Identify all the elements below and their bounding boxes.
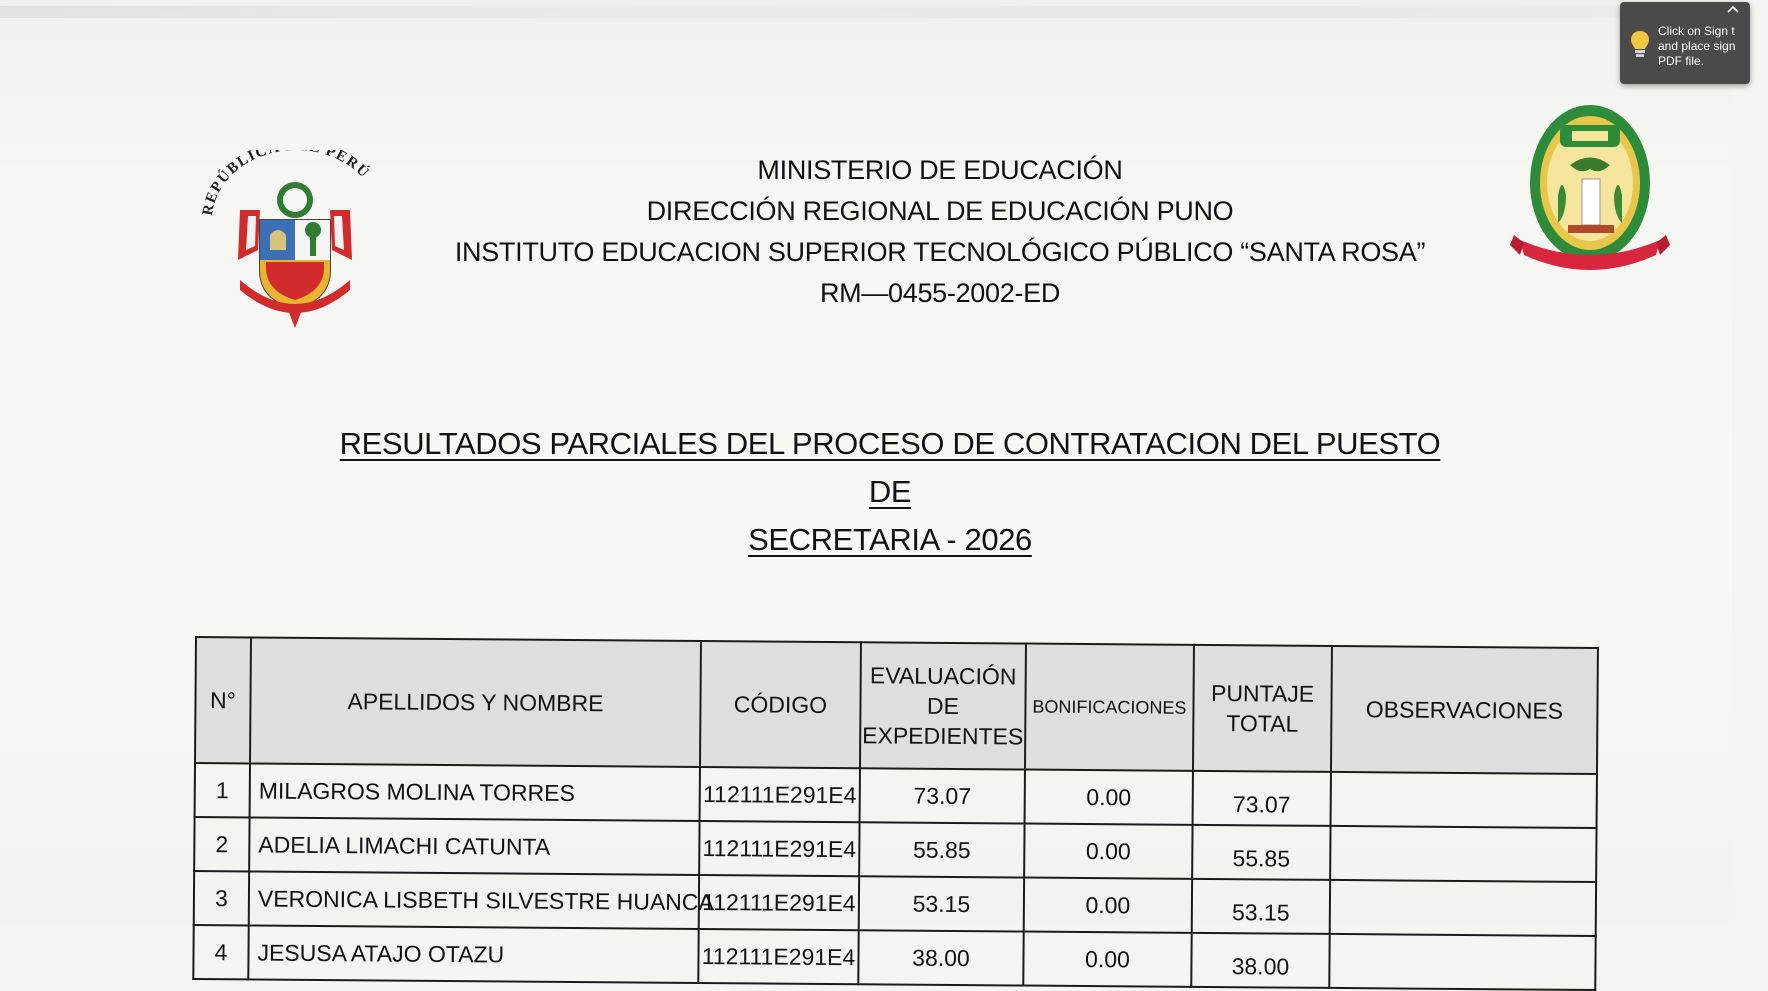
cell-bonus: 0.00 xyxy=(1024,824,1192,879)
tooltip-message: Click on Sign t and place sign PDF file. xyxy=(1658,24,1736,68)
peru-coat-of-arms-icon xyxy=(200,150,390,330)
header-eval-line-1: EVALUACIÓN xyxy=(869,662,1017,690)
cell-code: 112111E291E4 xyxy=(700,767,860,822)
cell-eval: 73.07 xyxy=(860,768,1025,823)
cell-code: 112111E291E4 xyxy=(699,875,859,930)
header-num: N° xyxy=(195,637,251,763)
cell-code: 112111E291E4 xyxy=(699,821,859,876)
cell-num: 4 xyxy=(193,925,248,979)
header-eval-line-3: EXPEDIENTES xyxy=(862,722,1024,750)
header-regional-direction: DIRECCIÓN REGIONAL DE EDUCACIÓN PUNO xyxy=(646,196,1234,226)
cell-code: 112111E291E4 xyxy=(698,929,858,984)
cell-eval: 55.85 xyxy=(859,822,1024,877)
cell-bonus: 0.00 xyxy=(1025,770,1193,825)
cell-total: 55.85 xyxy=(1192,825,1330,880)
header-institute: INSTITUTO EDUCACION SUPERIOR TECNOLÓGICO PÚBLICO “SANTA ROSA” xyxy=(454,237,1426,267)
cell-observations xyxy=(1330,826,1596,882)
header-ministry: MINISTERIO DE EDUCACIÓN xyxy=(757,155,1123,185)
document-title xyxy=(330,420,1450,564)
institute-seal-icon xyxy=(1510,95,1680,285)
document-header xyxy=(440,150,1440,314)
cell-bonus: 0.00 xyxy=(1023,932,1191,987)
cell-eval: 38.00 xyxy=(858,930,1023,985)
header-total xyxy=(1193,645,1332,772)
svg-text:REPÚBLICA DEL PERÚ xyxy=(200,150,373,217)
cell-name: VERONICA LISBETH SILVESTRE HUANCA xyxy=(249,871,699,929)
cell-name: ADELIA LIMACHI CATUNTA xyxy=(249,817,699,875)
table-header-row xyxy=(195,637,1598,774)
sign-tooltip[interactable] xyxy=(1620,2,1750,84)
header-code: CÓDIGO xyxy=(700,641,861,768)
cell-total: 38.00 xyxy=(1191,933,1329,988)
page-edge-shadow xyxy=(0,6,1732,18)
header-eval xyxy=(860,642,1026,769)
header-total-line-2: TOTAL xyxy=(1226,710,1299,737)
cell-observations xyxy=(1329,934,1595,990)
header-observations: OBSERVACIONES xyxy=(1331,646,1598,774)
cell-num: 2 xyxy=(194,817,249,871)
cell-observations xyxy=(1331,772,1597,828)
cell-total: 73.07 xyxy=(1193,771,1331,826)
lightbulb-icon xyxy=(1630,30,1650,60)
bleed-through-text xyxy=(120,690,126,716)
cell-num: 3 xyxy=(194,871,249,925)
cell-num: 1 xyxy=(195,763,250,817)
title-line-1: RESULTADOS PARCIALES DEL PROCESO DE CONTRATACION DEL PUESTO DE xyxy=(339,426,1441,509)
header-resolution: RM—0455-2002-ED xyxy=(819,278,1061,308)
peru-coat-of-arms-logo xyxy=(200,150,390,330)
cell-bonus: 0.00 xyxy=(1024,878,1192,933)
institute-seal-logo xyxy=(1510,95,1680,285)
cell-name: JESUSA ATAJO OTAZU xyxy=(248,925,698,983)
cell-total: 53.15 xyxy=(1192,879,1330,934)
cell-observations xyxy=(1330,880,1596,936)
results-table-container xyxy=(192,636,1597,991)
header-name: APELLIDOS Y NOMBRE xyxy=(250,637,701,767)
header-bonus: BONIFICACIONES xyxy=(1025,644,1194,771)
cell-eval: 53.15 xyxy=(859,876,1024,931)
header-eval-line-2: DE xyxy=(926,692,960,720)
title-line-2: SECRETARIA - 2026 xyxy=(748,522,1032,557)
results-table xyxy=(192,636,1599,991)
chevron-up-icon[interactable] xyxy=(1726,4,1740,16)
republica-del-peru-text: REPÚBLIC PERÚ xyxy=(200,150,373,217)
cell-name: MILAGROS MOLINA TORRES xyxy=(250,763,700,821)
header-total-line-1: PUNTAJE xyxy=(1210,679,1315,707)
table-row xyxy=(193,925,1595,990)
